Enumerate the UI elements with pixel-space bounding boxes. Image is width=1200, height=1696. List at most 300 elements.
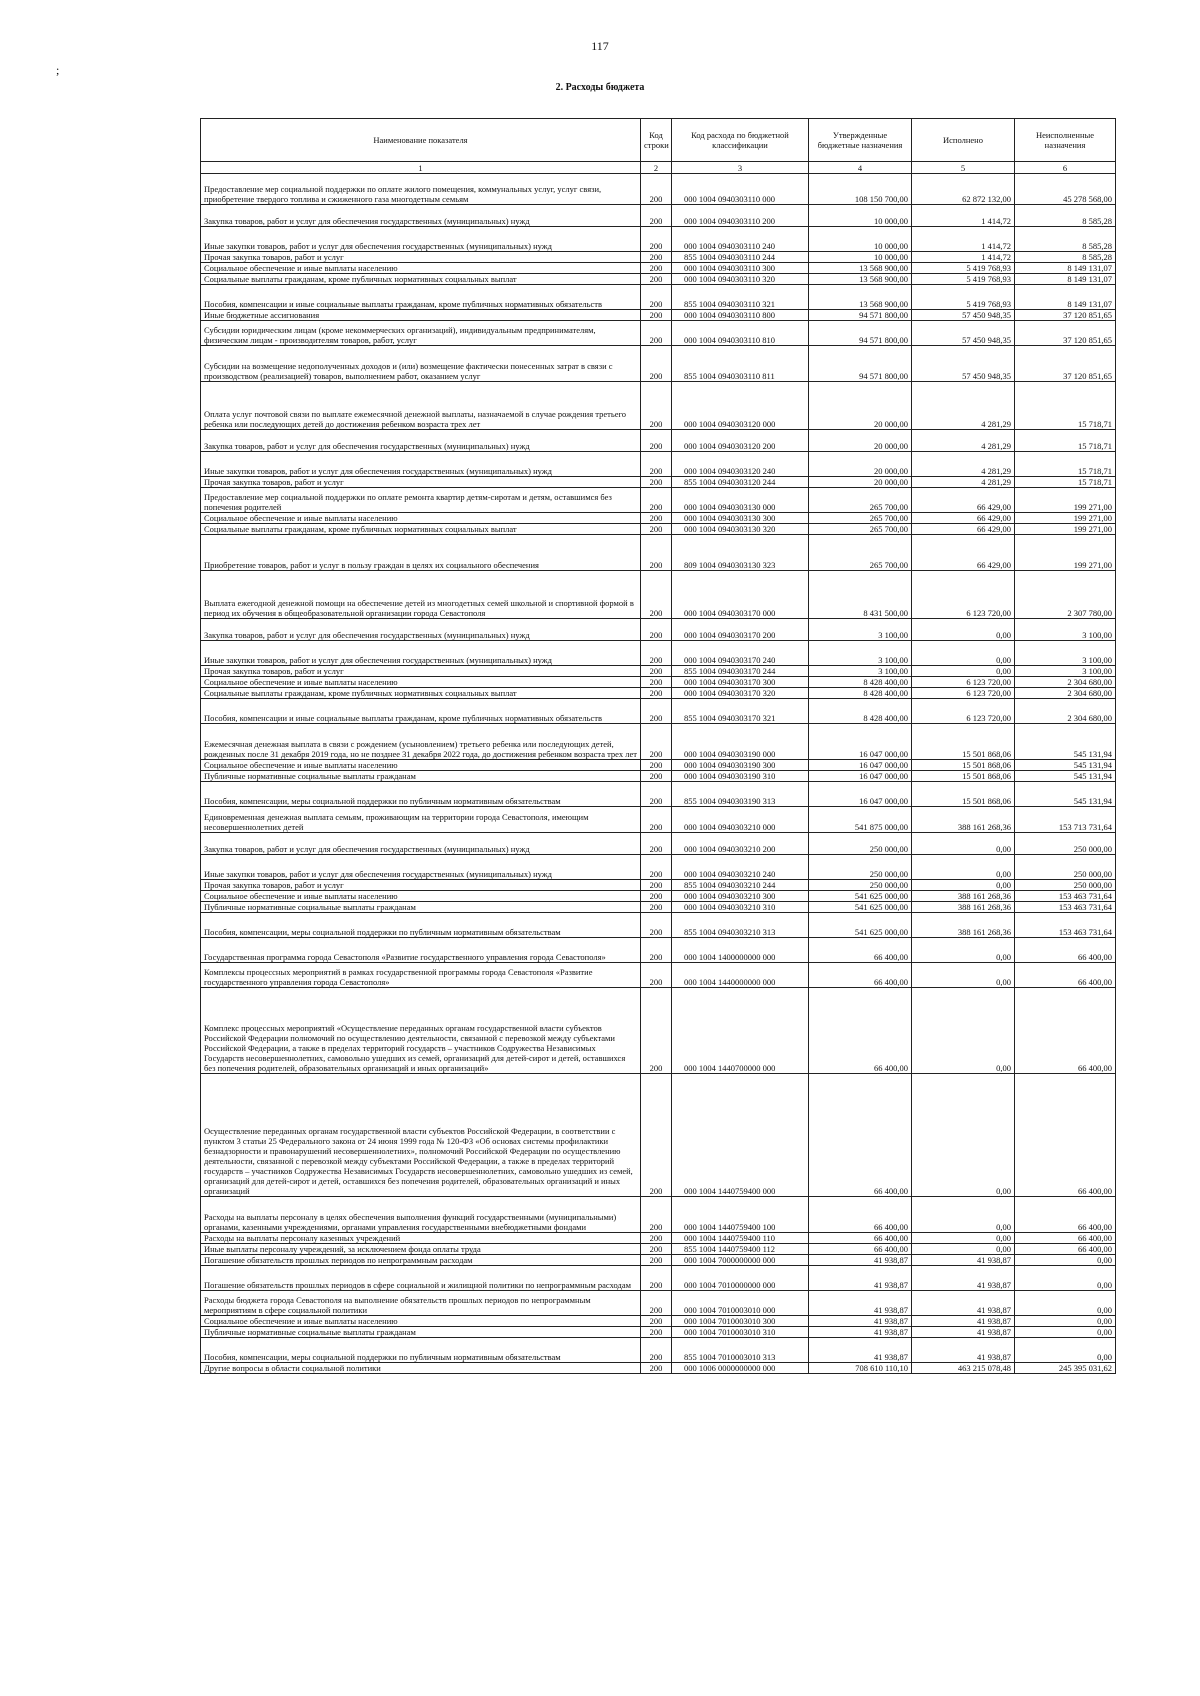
row-approved: 66 400,00 (809, 1074, 912, 1197)
row-unexecuted: 45 278 568,00 (1015, 174, 1116, 205)
header-budget-code: Код расхода по бюджетной классификации (672, 119, 809, 162)
row-line-code: 200 (641, 571, 672, 619)
row-unexecuted: 66 400,00 (1015, 1074, 1116, 1197)
table-row (201, 1233, 1116, 1244)
margin-mark: ; (56, 63, 60, 77)
table-row (201, 205, 1116, 227)
row-approved: 708 610 110,10 (809, 1363, 912, 1374)
row-budget-code: 000 1004 1400000000 000 (672, 938, 809, 963)
row-approved: 13 568 900,00 (809, 263, 912, 274)
row-budget-code: 855 1004 0940303210 313 (672, 913, 809, 938)
row-name: Социальное обеспечение и иные выплаты населению (201, 677, 641, 688)
row-name: Государственная программа города Севастополя «Развитие государственного управления города Севастополя» (201, 938, 641, 963)
row-budget-code: 855 1004 0940303110 321 (672, 285, 809, 310)
row-approved: 66 400,00 (809, 938, 912, 963)
row-line-code: 200 (641, 641, 672, 666)
row-line-code: 200 (641, 724, 672, 760)
row-name: Субсидии юридическим лицам (кроме некоммерческих организаций), индивидуальным предпринимателям, физическим лицам - производителям товаров, работ, услуг (201, 321, 641, 346)
row-executed: 388 161 268,36 (912, 891, 1015, 902)
row-approved: 3 100,00 (809, 641, 912, 666)
expenses-table (200, 118, 1116, 1374)
row-line-code: 200 (641, 1233, 672, 1244)
row-executed: 4 281,29 (912, 477, 1015, 488)
column-number: 2 (641, 162, 672, 174)
row-unexecuted: 15 718,71 (1015, 477, 1116, 488)
row-executed: 0,00 (912, 833, 1015, 855)
row-executed: 1 414,72 (912, 252, 1015, 263)
row-approved: 541 625 000,00 (809, 891, 912, 902)
row-unexecuted: 0,00 (1015, 1266, 1116, 1291)
row-approved: 16 047 000,00 (809, 782, 912, 807)
row-executed: 57 450 948,35 (912, 346, 1015, 382)
row-line-code: 200 (641, 963, 672, 988)
row-executed: 41 938,87 (912, 1291, 1015, 1316)
row-name: Субсидии на возмещение недополученных доходов и (или) возмещение фактически понесенных затрат в связи с производством (реализацией) товаров, выполнением работ, оказанием услуг (201, 346, 641, 382)
table-row (201, 1244, 1116, 1255)
row-budget-code: 000 1004 0940303130 300 (672, 513, 809, 524)
row-budget-code: 000 1004 1440759400 100 (672, 1197, 809, 1233)
row-unexecuted: 545 131,94 (1015, 782, 1116, 807)
row-line-code: 200 (641, 619, 672, 641)
row-name: Ежемесячная денежная выплата в связи с рождением (усыновлением) третьего ребенка или последующих детей, рожденных после 31 декабря 2019 года, но не позднее 31 декабря 2022 года, до достижения ребенком возраста трех лет (201, 724, 641, 760)
row-unexecuted: 153 713 731,64 (1015, 807, 1116, 833)
row-name: Закупка товаров, работ и услуг для обеспечения государственных (муниципальных) нужд (201, 430, 641, 452)
row-approved: 20 000,00 (809, 430, 912, 452)
row-name: Погашение обязательств прошлых периодов в сфере социальной и жилищной политики по непрограммным расходам (201, 1266, 641, 1291)
row-executed: 0,00 (912, 963, 1015, 988)
row-line-code: 200 (641, 1327, 672, 1338)
column-number: 3 (672, 162, 809, 174)
row-line-code: 200 (641, 833, 672, 855)
row-executed: 0,00 (912, 988, 1015, 1074)
row-unexecuted: 66 400,00 (1015, 1197, 1116, 1233)
row-executed: 1 414,72 (912, 205, 1015, 227)
row-name: Социальное обеспечение и иные выплаты населению (201, 1316, 641, 1327)
column-number: 1 (201, 162, 641, 174)
row-budget-code: 000 1004 0940303170 300 (672, 677, 809, 688)
table-row (201, 782, 1116, 807)
row-budget-code: 000 1004 0940303190 310 (672, 771, 809, 782)
row-budget-code: 000 1004 1440700000 000 (672, 988, 809, 1074)
row-executed: 388 161 268,36 (912, 807, 1015, 833)
row-approved: 16 047 000,00 (809, 771, 912, 782)
row-name: Предоставление мер социальной поддержки по оплате ремонта квартир детям-сиротам и детям, оставшимся без попечения родителей (201, 488, 641, 513)
row-name: Погашение обязательств прошлых периодов по непрограммным расходам (201, 1255, 641, 1266)
row-budget-code: 000 1004 0940303170 240 (672, 641, 809, 666)
row-approved: 3 100,00 (809, 619, 912, 641)
table-row (201, 1327, 1116, 1338)
row-unexecuted: 153 463 731,64 (1015, 913, 1116, 938)
row-line-code: 200 (641, 1338, 672, 1363)
row-approved: 265 700,00 (809, 513, 912, 524)
row-unexecuted: 8 585,28 (1015, 252, 1116, 263)
row-line-code: 200 (641, 688, 672, 699)
row-name: Комплекс процессных мероприятий «Осуществление переданных органам государственной власти субъектов Российской Федерации полномочий по осуществлению деятельности, связанной с перевозкой между субъектами Российской Федерации, а также в пределах территорий государств – участников Содружества Независимых Государств несовершеннолетних, самовольно ушедших из семей, организаций для детей-сирот и детей, оставшихся без попечения родителей, образовательных организаций и иных организаций» (201, 988, 641, 1074)
row-name: Публичные нормативные социальные выплаты гражданам (201, 771, 641, 782)
row-name: Иные бюджетные ассигнования (201, 310, 641, 321)
row-executed: 57 450 948,35 (912, 310, 1015, 321)
row-approved: 8 431 500,00 (809, 571, 912, 619)
table-row (201, 1363, 1116, 1374)
row-approved: 16 047 000,00 (809, 760, 912, 771)
row-name: Закупка товаров, работ и услуг для обеспечения государственных (муниципальных) нужд (201, 619, 641, 641)
row-name: Предоставление мер социальной поддержки по оплате жилого помещения, коммунальных услуг, услуг связи, приобретение твердого топлива и сжиженного газа многодетным семьям (201, 174, 641, 205)
row-line-code: 200 (641, 1363, 672, 1374)
row-budget-code: 000 1004 0940303120 200 (672, 430, 809, 452)
row-executed: 0,00 (912, 641, 1015, 666)
table-row (201, 666, 1116, 677)
table-row (201, 699, 1116, 724)
row-executed: 66 429,00 (912, 488, 1015, 513)
row-unexecuted: 153 463 731,64 (1015, 891, 1116, 902)
table-row (201, 619, 1116, 641)
row-name: Социальные выплаты гражданам, кроме публичных нормативных социальных выплат (201, 274, 641, 285)
row-line-code: 200 (641, 1244, 672, 1255)
row-executed: 6 123 720,00 (912, 699, 1015, 724)
row-executed: 388 161 268,36 (912, 902, 1015, 913)
table-row (201, 760, 1116, 771)
table-row (201, 807, 1116, 833)
row-budget-code: 000 1004 0940303210 200 (672, 833, 809, 855)
row-budget-code: 000 1004 0940303130 000 (672, 488, 809, 513)
row-name: Публичные нормативные социальные выплаты гражданам (201, 1327, 641, 1338)
row-unexecuted: 15 718,71 (1015, 452, 1116, 477)
row-name: Пособия, компенсации, меры социальной поддержки по публичным нормативным обязательствам (201, 782, 641, 807)
table-row (201, 524, 1116, 535)
table-row (201, 321, 1116, 346)
row-unexecuted: 545 131,94 (1015, 771, 1116, 782)
row-budget-code: 000 1004 0940303190 000 (672, 724, 809, 760)
row-unexecuted: 3 100,00 (1015, 666, 1116, 677)
row-budget-code: 000 1004 0940303130 320 (672, 524, 809, 535)
row-name: Иные закупки товаров, работ и услуг для обеспечения государственных (муниципальных) нужд (201, 227, 641, 252)
table-row (201, 571, 1116, 619)
row-budget-code: 000 1004 0940303110 000 (672, 174, 809, 205)
row-unexecuted: 250 000,00 (1015, 833, 1116, 855)
row-unexecuted: 8 585,28 (1015, 205, 1116, 227)
column-number: 6 (1015, 162, 1116, 174)
table-row (201, 174, 1116, 205)
row-approved: 250 000,00 (809, 833, 912, 855)
row-name: Социальное обеспечение и иные выплаты населению (201, 891, 641, 902)
row-budget-code: 000 1004 1440000000 000 (672, 963, 809, 988)
row-budget-code: 855 1004 0940303170 244 (672, 666, 809, 677)
row-line-code: 200 (641, 452, 672, 477)
row-line-code: 200 (641, 524, 672, 535)
row-budget-code: 000 1004 1440759400 000 (672, 1074, 809, 1197)
row-name: Иные закупки товаров, работ и услуг для обеспечения государственных (муниципальных) нужд (201, 641, 641, 666)
row-executed: 0,00 (912, 619, 1015, 641)
row-budget-code: 000 1004 7010003010 310 (672, 1327, 809, 1338)
row-unexecuted: 37 120 851,65 (1015, 310, 1116, 321)
table-row (201, 724, 1116, 760)
row-budget-code: 000 1004 7010003010 000 (672, 1291, 809, 1316)
row-executed: 6 123 720,00 (912, 688, 1015, 699)
row-name: Иные закупки товаров, работ и услуг для обеспечения государственных (муниципальных) нужд (201, 452, 641, 477)
row-budget-code: 855 1004 0940303110 811 (672, 346, 809, 382)
row-line-code: 200 (641, 513, 672, 524)
row-line-code: 200 (641, 382, 672, 430)
table-row (201, 880, 1116, 891)
row-executed: 66 429,00 (912, 513, 1015, 524)
row-line-code: 200 (641, 913, 672, 938)
row-budget-code: 000 1004 7000000000 000 (672, 1255, 809, 1266)
row-line-code: 200 (641, 699, 672, 724)
row-unexecuted: 66 400,00 (1015, 963, 1116, 988)
row-name: Социальное обеспечение и иные выплаты населению (201, 513, 641, 524)
row-budget-code: 000 1004 7010003010 300 (672, 1316, 809, 1327)
table-row (201, 488, 1116, 513)
header-name: Наименование показателя (201, 119, 641, 162)
table-row (201, 988, 1116, 1074)
row-approved: 10 000,00 (809, 205, 912, 227)
row-name: Приобретение товаров, работ и услуг в пользу граждан в целях их социального обеспечения (201, 535, 641, 571)
row-approved: 41 938,87 (809, 1316, 912, 1327)
row-approved: 10 000,00 (809, 227, 912, 252)
row-approved: 265 700,00 (809, 524, 912, 535)
row-line-code: 200 (641, 1266, 672, 1291)
row-budget-code: 000 1004 0940303210 000 (672, 807, 809, 833)
row-unexecuted: 37 120 851,65 (1015, 346, 1116, 382)
table-row (201, 346, 1116, 382)
row-name: Социальное обеспечение и иные выплаты населению (201, 263, 641, 274)
row-budget-code: 000 1004 0940303190 300 (672, 760, 809, 771)
row-unexecuted: 0,00 (1015, 1338, 1116, 1363)
row-approved: 41 938,87 (809, 1327, 912, 1338)
row-unexecuted: 8 149 131,07 (1015, 263, 1116, 274)
row-budget-code: 809 1004 0940303130 323 (672, 535, 809, 571)
table-row (201, 513, 1116, 524)
header-approved: Утвержденные бюджетные назначения (809, 119, 912, 162)
row-line-code: 200 (641, 285, 672, 310)
table-row (201, 641, 1116, 666)
row-approved: 94 571 800,00 (809, 321, 912, 346)
table-row (201, 452, 1116, 477)
table-row (201, 902, 1116, 913)
row-approved: 8 428 400,00 (809, 699, 912, 724)
row-name: Расходы на выплаты персоналу в целях обеспечения выполнения функций государственными (муниципальными) органами, казенными учреждениями, органами управления государственными внебюджетными фондами (201, 1197, 641, 1233)
row-unexecuted: 3 100,00 (1015, 619, 1116, 641)
row-name: Комплексы процессных мероприятий в рамках государственной программы города Севастополя «Развитие государственного управления города Севастополя» (201, 963, 641, 988)
row-executed: 5 419 768,93 (912, 263, 1015, 274)
row-executed: 15 501 868,06 (912, 760, 1015, 771)
row-budget-code: 000 1004 0940303210 240 (672, 855, 809, 880)
row-approved: 10 000,00 (809, 252, 912, 263)
row-line-code: 200 (641, 227, 672, 252)
table-row (201, 938, 1116, 963)
table-row (201, 252, 1116, 263)
row-approved: 41 938,87 (809, 1266, 912, 1291)
row-executed: 66 429,00 (912, 524, 1015, 535)
row-executed: 4 281,29 (912, 382, 1015, 430)
section-title: 2. Расходы бюджета (555, 82, 645, 93)
row-budget-code: 000 1004 0940303210 310 (672, 902, 809, 913)
row-approved: 41 938,87 (809, 1255, 912, 1266)
row-approved: 20 000,00 (809, 477, 912, 488)
row-budget-code: 000 1004 0940303170 200 (672, 619, 809, 641)
row-executed: 5 419 768,93 (912, 285, 1015, 310)
row-name: Прочая закупка товаров, работ и услуг (201, 477, 641, 488)
row-unexecuted: 199 271,00 (1015, 535, 1116, 571)
row-budget-code: 000 1004 0940303120 240 (672, 452, 809, 477)
row-name: Другие вопросы в области социальной политики (201, 1363, 641, 1374)
column-number: 5 (912, 162, 1015, 174)
row-unexecuted: 545 131,94 (1015, 724, 1116, 760)
row-executed: 41 938,87 (912, 1255, 1015, 1266)
row-unexecuted: 2 304 680,00 (1015, 688, 1116, 699)
table-row (201, 285, 1116, 310)
table-row (201, 833, 1116, 855)
table-row (201, 1255, 1116, 1266)
row-name: Социальные выплаты гражданам, кроме публичных нормативных социальных выплат (201, 688, 641, 699)
table-row (201, 430, 1116, 452)
header-number-row (201, 162, 1116, 174)
row-name: Иные закупки товаров, работ и услуг для обеспечения государственных (муниципальных) нужд (201, 855, 641, 880)
row-unexecuted: 199 271,00 (1015, 488, 1116, 513)
row-approved: 66 400,00 (809, 1233, 912, 1244)
row-approved: 8 428 400,00 (809, 688, 912, 699)
row-line-code: 200 (641, 1255, 672, 1266)
row-approved: 20 000,00 (809, 382, 912, 430)
row-approved: 66 400,00 (809, 988, 912, 1074)
row-line-code: 200 (641, 771, 672, 782)
row-unexecuted: 8 585,28 (1015, 227, 1116, 252)
page-number: 117 (591, 39, 609, 53)
row-executed: 15 501 868,06 (912, 782, 1015, 807)
row-executed: 62 872 132,00 (912, 174, 1015, 205)
row-unexecuted: 8 149 131,07 (1015, 274, 1116, 285)
table-row (201, 1266, 1116, 1291)
table-row (201, 963, 1116, 988)
row-unexecuted: 66 400,00 (1015, 988, 1116, 1074)
row-executed: 41 938,87 (912, 1316, 1015, 1327)
row-name: Расходы бюджета города Севастополя на выполнение обязательств прошлых периодов по непрограммным мероприятиям в сфере социальной политики (201, 1291, 641, 1316)
row-unexecuted: 66 400,00 (1015, 1244, 1116, 1255)
row-budget-code: 000 1004 0940303110 810 (672, 321, 809, 346)
row-unexecuted: 545 131,94 (1015, 760, 1116, 771)
row-approved: 66 400,00 (809, 963, 912, 988)
row-line-code: 200 (641, 938, 672, 963)
table-row (201, 477, 1116, 488)
row-name: Иные выплаты персоналу учреждений, за исключением фонда оплаты труда (201, 1244, 641, 1255)
row-executed: 15 501 868,06 (912, 771, 1015, 782)
row-unexecuted: 250 000,00 (1015, 880, 1116, 891)
row-budget-code: 000 1004 0940303120 000 (672, 382, 809, 430)
row-unexecuted: 199 271,00 (1015, 513, 1116, 524)
row-approved: 108 150 700,00 (809, 174, 912, 205)
row-executed: 0,00 (912, 1244, 1015, 1255)
row-line-code: 200 (641, 274, 672, 285)
row-unexecuted: 250 000,00 (1015, 855, 1116, 880)
row-unexecuted: 3 100,00 (1015, 641, 1116, 666)
row-line-code: 200 (641, 1197, 672, 1233)
row-line-code: 200 (641, 263, 672, 274)
row-line-code: 200 (641, 1316, 672, 1327)
row-name: Расходы на выплаты персоналу казенных учреждений (201, 1233, 641, 1244)
row-budget-code: 000 1006 0000000000 000 (672, 1363, 809, 1374)
row-name: Единовременная денежная выплата семьям, проживающим на территории города Севастополя, имеющим несовершеннолетних детей (201, 807, 641, 833)
row-budget-code: 855 1004 0940303170 321 (672, 699, 809, 724)
row-unexecuted: 0,00 (1015, 1327, 1116, 1338)
row-executed: 0,00 (912, 1074, 1015, 1197)
row-executed: 4 281,29 (912, 430, 1015, 452)
row-line-code: 200 (641, 488, 672, 513)
row-executed: 6 123 720,00 (912, 677, 1015, 688)
row-unexecuted: 15 718,71 (1015, 382, 1116, 430)
row-approved: 8 428 400,00 (809, 677, 912, 688)
row-name: Закупка товаров, работ и услуг для обеспечения государственных (муниципальных) нужд (201, 833, 641, 855)
row-line-code: 200 (641, 174, 672, 205)
row-line-code: 200 (641, 880, 672, 891)
row-budget-code: 000 1004 1440759400 110 (672, 1233, 809, 1244)
row-line-code: 200 (641, 477, 672, 488)
row-unexecuted: 2 307 780,00 (1015, 571, 1116, 619)
row-line-code: 200 (641, 1291, 672, 1316)
row-unexecuted: 8 149 131,07 (1015, 285, 1116, 310)
row-name: Прочая закупка товаров, работ и услуг (201, 880, 641, 891)
row-approved: 541 625 000,00 (809, 902, 912, 913)
row-approved: 41 938,87 (809, 1291, 912, 1316)
row-line-code: 200 (641, 310, 672, 321)
row-approved: 94 571 800,00 (809, 310, 912, 321)
row-approved: 66 400,00 (809, 1244, 912, 1255)
table-body (201, 174, 1116, 1374)
row-line-code: 200 (641, 760, 672, 771)
row-executed: 4 281,29 (912, 452, 1015, 477)
row-executed: 1 414,72 (912, 227, 1015, 252)
row-line-code: 200 (641, 252, 672, 263)
row-unexecuted: 15 718,71 (1015, 430, 1116, 452)
row-executed: 41 938,87 (912, 1327, 1015, 1338)
row-line-code: 200 (641, 346, 672, 382)
row-budget-code: 855 1004 7010003010 313 (672, 1338, 809, 1363)
row-approved: 41 938,87 (809, 1338, 912, 1363)
row-unexecuted: 0,00 (1015, 1316, 1116, 1327)
row-approved: 265 700,00 (809, 535, 912, 571)
row-line-code: 200 (641, 677, 672, 688)
row-approved: 20 000,00 (809, 452, 912, 477)
row-unexecuted: 153 463 731,64 (1015, 902, 1116, 913)
table-row (201, 677, 1116, 688)
row-executed: 66 429,00 (912, 535, 1015, 571)
row-executed: 41 938,87 (912, 1266, 1015, 1291)
row-line-code: 200 (641, 430, 672, 452)
row-executed: 463 215 078,48 (912, 1363, 1015, 1374)
table-row (201, 263, 1116, 274)
row-line-code: 200 (641, 782, 672, 807)
table-row (201, 891, 1116, 902)
row-budget-code: 000 1004 0940303110 200 (672, 205, 809, 227)
row-executed: 57 450 948,35 (912, 321, 1015, 346)
table-row (201, 1338, 1116, 1363)
header-row (201, 119, 1116, 162)
row-approved: 541 875 000,00 (809, 807, 912, 833)
row-line-code: 200 (641, 205, 672, 227)
row-budget-code: 000 1004 0940303170 000 (672, 571, 809, 619)
row-name: Пособия, компенсации, меры социальной поддержки по публичным нормативным обязательствам (201, 1338, 641, 1363)
table-row (201, 1074, 1116, 1197)
row-unexecuted: 245 395 031,62 (1015, 1363, 1116, 1374)
table-row (201, 535, 1116, 571)
row-name: Пособия, компенсации и иные социальные выплаты гражданам, кроме публичных нормативных обязательств (201, 285, 641, 310)
table-row (201, 913, 1116, 938)
row-unexecuted: 2 304 680,00 (1015, 677, 1116, 688)
row-unexecuted: 37 120 851,65 (1015, 321, 1116, 346)
table-row (201, 855, 1116, 880)
row-budget-code: 000 1004 0940303110 800 (672, 310, 809, 321)
row-line-code: 200 (641, 807, 672, 833)
row-approved: 250 000,00 (809, 880, 912, 891)
